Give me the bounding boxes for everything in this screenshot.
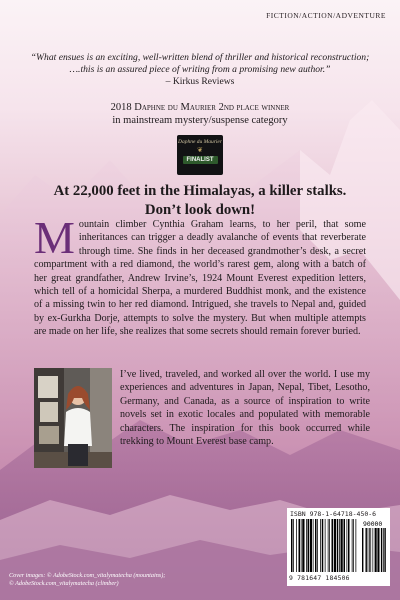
barcode-bar (334, 519, 336, 572)
barcode-bar (325, 519, 326, 572)
barcode-bar (337, 519, 339, 572)
price-bar (368, 528, 369, 572)
award-year: 2018 (110, 102, 132, 113)
barcode-bar (322, 519, 324, 572)
barcode-bar (348, 519, 350, 572)
price-bar (381, 528, 382, 572)
price-bar (370, 528, 371, 572)
barcode-bar (352, 519, 353, 572)
award-name: Daphne du Maurier (134, 102, 216, 113)
barcode-bar (332, 519, 334, 572)
barcode-bar (310, 519, 312, 572)
barcode-bar (308, 519, 310, 572)
price-bar (362, 528, 363, 572)
isbn-number (290, 510, 390, 518)
barcode-bar (317, 519, 318, 572)
barcode-bar (299, 519, 301, 572)
isbn-barcode (287, 508, 390, 586)
barcode-bar (296, 519, 297, 572)
barcode-bar (329, 519, 330, 572)
genre-label: FICTION/ACTION/ADVENTURE (266, 11, 386, 20)
price-bar (373, 528, 374, 572)
barcode-bar (328, 519, 329, 572)
barcode-bar (341, 519, 343, 572)
image-credits (9, 572, 279, 588)
barcode-bar (301, 519, 302, 572)
drop-cap: M (34, 212, 75, 263)
barcode-bar (347, 519, 348, 572)
barcode-bar (353, 519, 354, 572)
finalist-seal (177, 135, 223, 175)
price-bar (384, 528, 385, 572)
synopsis-text: ountain climber Cynthia Graham learns, to her peril, that some inheritances can trigger a deadly avalanche of events that reverberate through time. She finds in her deceased grandmother’s desk, a secret compartment with a red diamond, the world’s rarest gem, along with a batch of her great grandfather, Andrew Irvine’s, 1924 Mount Everest expedition letters, which tell of a homicidal Sherpa, a murdered Buddhist monk, and the existence of a missing twin to her red diamond. Intrigued, she travels to Nepal and, guided by ex-Gurkha Dorje, attempts to solve the mystery. But when multiple attempts are made on her life, she realizes that some secrets should remain forever buried. (34, 219, 366, 338)
barcode-bar (291, 519, 293, 572)
award-category: in mainstream mystery/suspense category (112, 115, 288, 126)
laurel-icon: ❦ (197, 146, 203, 154)
price-code: 90000 (363, 520, 383, 528)
isbn-text: ISBN 978-1-64718-450-6 (290, 510, 377, 518)
credit-line-2: © AdobeStock.com_vitalymatecha (climber) (9, 580, 119, 587)
price-bar (377, 528, 379, 572)
seal-ribbon: FINALIST (183, 156, 218, 164)
barcode-digits: 9 781647 184506 (289, 574, 350, 582)
price-bar (383, 528, 384, 572)
author-bio: I’ve lived, traveled, and worked all over the world. I use my experiences and adventures in Japan, Nepal, Tibet, Lesotho, Germany, and Canada, as a source of inspiration to write novels set in exotic locales and populated with memorable characters. The inspiration for this book occurred while trekking to Mount Everest base camp. (120, 369, 370, 448)
seal-script: Daphne du Maurier (178, 139, 222, 145)
award-place: 2nd place winner (218, 102, 290, 113)
tagline-line-2: Don’t look down! (144, 202, 256, 218)
author-photo-image (34, 368, 112, 468)
barcode-bar (339, 519, 340, 572)
barcode-bar (313, 519, 314, 572)
tagline-line-1: At 22,000 feet in the Himalayas, a killer stalks. (53, 183, 347, 199)
barcode-bar (293, 519, 294, 572)
barcode-bar (356, 519, 357, 572)
credit-line-1: Cover images: © AdobeStock.com_vitalymatecha (mountains); (9, 572, 166, 579)
barcode-bar (302, 519, 304, 572)
barcode-bars (289, 519, 388, 576)
award-text (28, 101, 372, 127)
synopsis (34, 212, 366, 339)
review-source: – Kirkus Reviews (165, 76, 235, 87)
review-quote: “What ensues is an exciting, well-written blend of thriller and historical reconstruction; ….this is an assured piece of writing from a promising new author.” (30, 52, 370, 75)
price-bar (375, 528, 377, 572)
barcode-bar (306, 519, 307, 572)
price-bar (369, 528, 370, 572)
author-photo (34, 368, 112, 468)
barcode-bar (344, 519, 346, 572)
price-bar (366, 528, 367, 572)
barcode-bar (320, 519, 321, 572)
barcode-bar (315, 519, 317, 572)
